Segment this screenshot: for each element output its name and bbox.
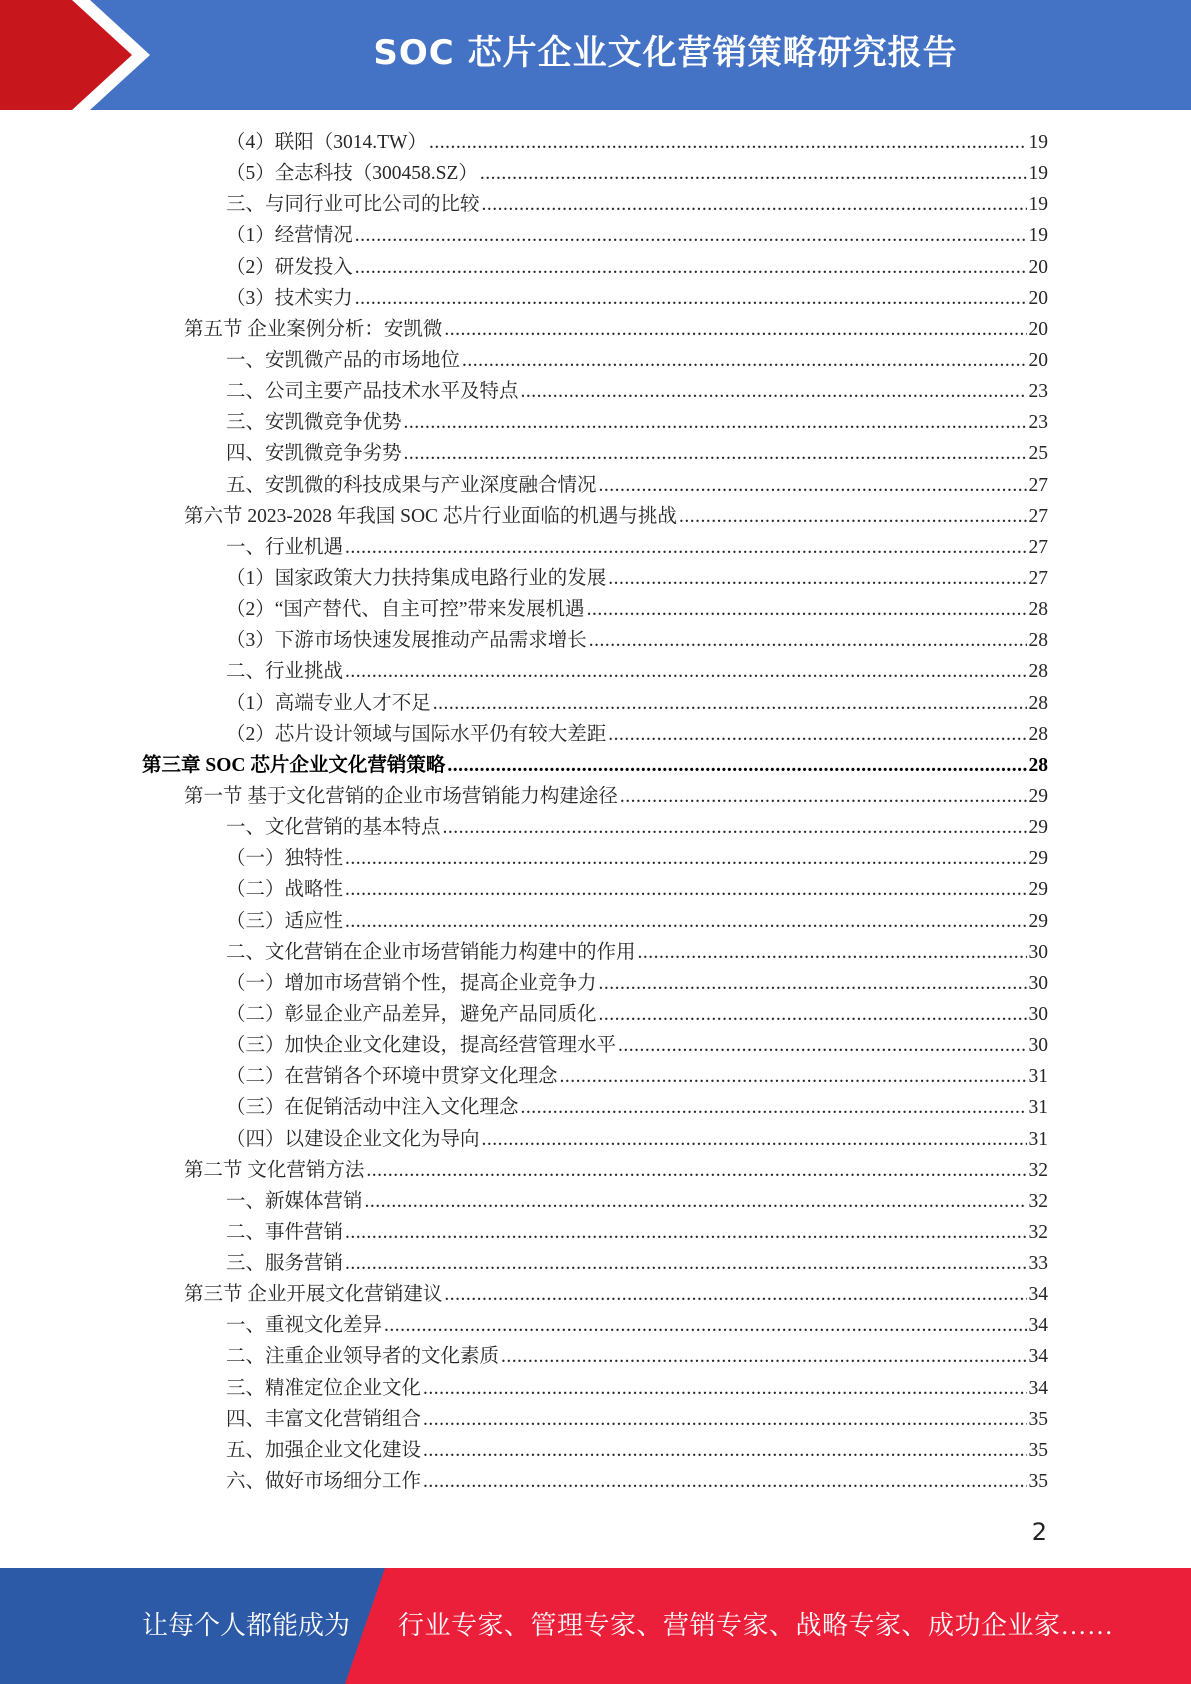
toc-dot-leader xyxy=(608,563,1026,594)
toc-entry-page: 32 xyxy=(1028,1221,1048,1243)
toc-entry-label: （二）彰显企业产品差异，避免产品同质化 xyxy=(226,1003,597,1025)
toc-entry[interactable] xyxy=(226,1341,1048,1372)
toc-entry-page: 34 xyxy=(1028,1284,1048,1306)
toc-entry-page: 20 xyxy=(1028,256,1048,278)
toc-entry-label: 第二节 文化营销方法 xyxy=(184,1159,365,1181)
toc-dot-leader xyxy=(345,874,1026,905)
toc-dot-leader xyxy=(620,781,1027,812)
toc-entry-page: 33 xyxy=(1028,1253,1048,1275)
toc-entry[interactable] xyxy=(226,1310,1048,1341)
toc-entry[interactable] xyxy=(184,781,1048,812)
toc-entry-page: 29 xyxy=(1028,817,1048,839)
toc-entry-label: 第一节 基于文化营销的企业市场营销能力构建途径 xyxy=(184,785,618,807)
toc-dot-leader xyxy=(599,470,1027,501)
toc-entry[interactable] xyxy=(226,843,1048,874)
toc-entry-page: 28 xyxy=(1028,661,1048,683)
toc-dot-leader xyxy=(423,1373,1026,1404)
toc-dot-leader xyxy=(366,1155,1026,1186)
toc-dot-leader xyxy=(501,1341,1026,1372)
toc-entry-label: （三）加快企业文化建设，提高经营管理水平 xyxy=(226,1035,617,1057)
toc-entry[interactable] xyxy=(226,688,1048,719)
toc-entry[interactable] xyxy=(184,1155,1048,1186)
toc-dot-leader xyxy=(482,189,1027,220)
toc-entry-label: （2）“国产替代、自主可控”带来发展机遇 xyxy=(226,599,585,621)
toc-entry-label: 第三节 企业开展文化营销建议 xyxy=(184,1284,443,1306)
toc-dot-leader xyxy=(355,283,1027,314)
toc-dot-leader xyxy=(599,968,1027,999)
toc-entry[interactable] xyxy=(184,1279,1048,1310)
toc-dot-leader xyxy=(404,407,1027,438)
toc-entry-label: 二、公司主要产品技术水平及特点 xyxy=(226,381,519,403)
toc-entry[interactable] xyxy=(226,1124,1048,1155)
toc-entry-label: 二、事件营销 xyxy=(226,1221,344,1243)
toc-entry-label: （一）增加市场营销个性，提高企业竞争力 xyxy=(226,972,597,994)
toc-dot-leader xyxy=(608,719,1026,750)
toc-entry-label: （三）在促销活动中注入文化理念 xyxy=(226,1097,519,1119)
toc-entry[interactable] xyxy=(226,1404,1048,1435)
toc-entry-label: （3）下游市场快速发展推动产品需求增长 xyxy=(226,630,587,652)
toc-entry-page: 19 xyxy=(1028,163,1048,185)
toc-entry-label: 一、重视文化差异 xyxy=(226,1315,383,1337)
toc-entry-page: 35 xyxy=(1028,1408,1048,1430)
toc-dot-leader xyxy=(345,906,1026,937)
toc-entry[interactable] xyxy=(226,1092,1048,1123)
footer-slogan-right: 行业专家、管理专家、营销专家、战略专家、成功企业家…… xyxy=(398,1611,1114,1640)
toc-entry-page: 19 xyxy=(1028,194,1048,216)
toc-entry[interactable] xyxy=(184,314,1048,345)
toc-dot-leader xyxy=(345,1217,1026,1248)
toc-dot-leader xyxy=(482,1124,1027,1155)
toc-entry[interactable] xyxy=(226,594,1048,625)
toc-entry-label: 三、服务营销 xyxy=(226,1253,344,1275)
toc-entry-page: 32 xyxy=(1028,1190,1048,1212)
toc-entry-label: （1）国家政策大力扶持集成电路行业的发展 xyxy=(226,567,607,589)
header-arrow-icon xyxy=(0,0,140,110)
toc-entry[interactable] xyxy=(226,1466,1048,1497)
toc-entry[interactable] xyxy=(226,189,1048,220)
toc-entry-label: 二、行业挑战 xyxy=(226,661,344,683)
toc-dot-leader xyxy=(365,1186,1027,1217)
toc-entry[interactable] xyxy=(226,376,1048,407)
toc-entry[interactable] xyxy=(226,532,1048,563)
toc-entry[interactable] xyxy=(226,1030,1048,1061)
toc-entry-label: （1）高端专业人才不足 xyxy=(226,692,431,714)
toc-entry[interactable] xyxy=(226,563,1048,594)
toc-dot-leader xyxy=(560,1061,1027,1092)
toc-dot-leader xyxy=(521,1092,1027,1123)
toc-entry[interactable] xyxy=(226,438,1048,469)
toc-entry-label: 第三章 SOC 芯片企业文化营销策略 xyxy=(142,754,446,776)
toc-dot-leader xyxy=(384,1310,1026,1341)
toc-entry[interactable] xyxy=(226,1373,1048,1404)
toc-dot-leader xyxy=(587,594,1027,625)
toc-entry-label: 一、行业机遇 xyxy=(226,536,344,558)
toc-entry-page: 20 xyxy=(1028,287,1048,309)
toc-entry-label: 六、做好市场细分工作 xyxy=(226,1471,422,1493)
toc-entry-label: 五、安凯微的科技成果与产业深度融合情况 xyxy=(226,474,597,496)
toc-entry-label: 五、加强企业文化建设 xyxy=(226,1439,422,1461)
toc-dot-leader xyxy=(618,1030,1026,1061)
toc-entry-page: 27 xyxy=(1028,567,1048,589)
toc-dot-leader xyxy=(444,1279,1026,1310)
toc-entry-label: 三、精准定位企业文化 xyxy=(226,1377,422,1399)
toc-dot-leader xyxy=(404,438,1027,469)
toc-entry-page: 29 xyxy=(1028,785,1048,807)
toc-entry-page: 31 xyxy=(1028,1128,1048,1150)
toc-entry-label: （2）研发投入 xyxy=(226,256,353,278)
toc-entry-page: 34 xyxy=(1028,1346,1048,1368)
toc-entry-label: 四、丰富文化营销组合 xyxy=(226,1408,422,1430)
toc-dot-leader xyxy=(423,1435,1026,1466)
toc-entry[interactable] xyxy=(226,407,1048,438)
toc-entry-label: （二）在营销各个环境中贯穿文化理念 xyxy=(226,1066,558,1088)
toc-entry-page: 28 xyxy=(1028,723,1048,745)
toc-entry-label: （4）联阳（3014.TW） xyxy=(226,132,427,153)
toc-entry[interactable] xyxy=(226,345,1048,376)
toc-entry-page: 30 xyxy=(1028,1035,1048,1057)
toc-entry-label: （5）全志科技（300458.SZ） xyxy=(226,163,478,185)
toc-entry[interactable] xyxy=(226,220,1048,251)
toc-dot-leader xyxy=(345,656,1026,687)
toc-entry-page: 30 xyxy=(1028,941,1048,963)
toc-entry-page: 35 xyxy=(1028,1471,1048,1493)
toc-entry[interactable] xyxy=(226,252,1048,283)
toc-entry-label: 二、注重企业领导者的文化素质 xyxy=(226,1346,500,1368)
toc-entry-label: 一、安凯微产品的市场地位 xyxy=(226,349,461,371)
toc-dot-leader xyxy=(433,688,1027,719)
toc-entry[interactable] xyxy=(226,999,1048,1030)
toc-entry[interactable] xyxy=(226,906,1048,937)
toc-dot-leader xyxy=(443,812,1027,843)
toc-entry[interactable] xyxy=(226,1435,1048,1466)
toc-entry-page: 31 xyxy=(1028,1066,1048,1088)
toc-entry[interactable] xyxy=(226,283,1048,314)
toc-dot-leader xyxy=(423,1404,1026,1435)
toc-entry-page: 27 xyxy=(1028,505,1048,527)
toc-entry[interactable] xyxy=(226,127,1048,158)
toc-dot-leader xyxy=(638,937,1027,968)
toc-entry[interactable] xyxy=(226,158,1048,189)
toc-entry-page: 29 xyxy=(1028,848,1048,870)
toc-dot-leader xyxy=(345,1248,1026,1279)
toc-dot-leader xyxy=(589,625,1027,656)
page-number: 2 xyxy=(1031,1518,1047,1546)
toc-entry-label: 第六节 2023-2028 年我国 SOC 芯片行业面临的机遇与挑战 xyxy=(184,505,677,527)
toc-entry-page: 28 xyxy=(1028,754,1048,776)
table-of-contents xyxy=(0,127,1191,1497)
toc-dot-leader xyxy=(355,220,1027,251)
toc-entry-label: （1）经营情况 xyxy=(226,225,353,247)
toc-entry[interactable] xyxy=(226,1217,1048,1248)
toc-dot-leader xyxy=(444,314,1026,345)
toc-entry-label: （一）独特性 xyxy=(226,848,344,870)
toc-dot-leader xyxy=(599,999,1027,1030)
toc-entry-page: 27 xyxy=(1028,536,1048,558)
toc-dot-leader xyxy=(480,158,1027,189)
toc-entry-page: 30 xyxy=(1028,1003,1048,1025)
toc-dot-leader xyxy=(447,750,1026,781)
toc-entry-page: 27 xyxy=(1028,474,1048,496)
footer-slogan-left: 让每个人都能成为 xyxy=(142,1611,351,1640)
toc-entry[interactable] xyxy=(184,501,1048,532)
toc-entry-label: 三、安凯微竞争优势 xyxy=(226,412,402,434)
toc-entry[interactable] xyxy=(226,937,1048,968)
toc-entry-page: 29 xyxy=(1028,910,1048,932)
toc-entry-page: 32 xyxy=(1028,1159,1048,1181)
toc-entry-label: （三）适应性 xyxy=(226,910,344,932)
toc-entry[interactable] xyxy=(226,1186,1048,1217)
toc-entry-page: 23 xyxy=(1028,381,1048,403)
toc-entry-page: 29 xyxy=(1028,879,1048,901)
toc-dot-leader xyxy=(679,501,1027,532)
toc-entry[interactable] xyxy=(226,656,1048,687)
toc-dot-leader xyxy=(345,843,1026,874)
toc-entry-page: 34 xyxy=(1028,1315,1048,1337)
toc-entry-label: （四）以建设企业文化为导向 xyxy=(226,1128,480,1150)
toc-dot-leader xyxy=(355,252,1027,283)
toc-entry-label: 第五节 企业案例分析：安凯微 xyxy=(184,318,443,340)
report-title: SOC 芯片企业文化营销策略研究报告 xyxy=(373,33,958,73)
toc-entry[interactable] xyxy=(226,625,1048,656)
toc-entry[interactable] xyxy=(226,968,1048,999)
toc-entry-page: 28 xyxy=(1028,630,1048,652)
toc-entry-page: 25 xyxy=(1028,443,1048,465)
toc-entry-label: 三、与同行业可比公司的比较 xyxy=(226,194,480,216)
toc-entry-label: （3）技术实力 xyxy=(226,287,353,309)
toc-dot-leader xyxy=(345,532,1026,563)
toc-entry-page: 23 xyxy=(1028,412,1048,434)
toc-entry-page: 19 xyxy=(1028,225,1048,247)
toc-entry[interactable] xyxy=(142,750,1048,781)
toc-entry[interactable] xyxy=(226,1248,1048,1279)
toc-entry-page: 19 xyxy=(1028,132,1048,153)
toc-entry-label: （二）战略性 xyxy=(226,879,344,901)
toc-entry[interactable] xyxy=(226,874,1048,905)
toc-entry-page: 28 xyxy=(1028,692,1048,714)
toc-entry-label: 二、文化营销在企业市场营销能力构建中的作用 xyxy=(226,941,636,963)
toc-entry-page: 31 xyxy=(1028,1097,1048,1119)
toc-entry-page: 28 xyxy=(1028,599,1048,621)
toc-entry-page: 20 xyxy=(1028,349,1048,371)
toc-entry-page: 35 xyxy=(1028,1439,1048,1461)
toc-entry[interactable] xyxy=(226,719,1048,750)
toc-dot-leader xyxy=(429,127,1027,158)
toc-entry[interactable] xyxy=(226,470,1048,501)
toc-entry-page: 20 xyxy=(1028,318,1048,340)
toc-entry-label: 一、新媒体营销 xyxy=(226,1190,363,1212)
toc-dot-leader xyxy=(521,376,1027,407)
toc-dot-leader xyxy=(423,1466,1026,1497)
page-footer xyxy=(0,1568,1191,1684)
toc-entry-page: 30 xyxy=(1028,972,1048,994)
toc-entry-label: 四、安凯微竞争劣势 xyxy=(226,443,402,465)
toc-entry[interactable] xyxy=(226,812,1048,843)
page-header xyxy=(0,0,1191,110)
toc-entry-label: 一、文化营销的基本特点 xyxy=(226,817,441,839)
toc-dot-leader xyxy=(462,345,1026,376)
toc-entry-label: （2）芯片设计领域与国际水平仍有较大差距 xyxy=(226,723,607,745)
toc-entry[interactable] xyxy=(226,1061,1048,1092)
toc-entry-page: 34 xyxy=(1028,1377,1048,1399)
